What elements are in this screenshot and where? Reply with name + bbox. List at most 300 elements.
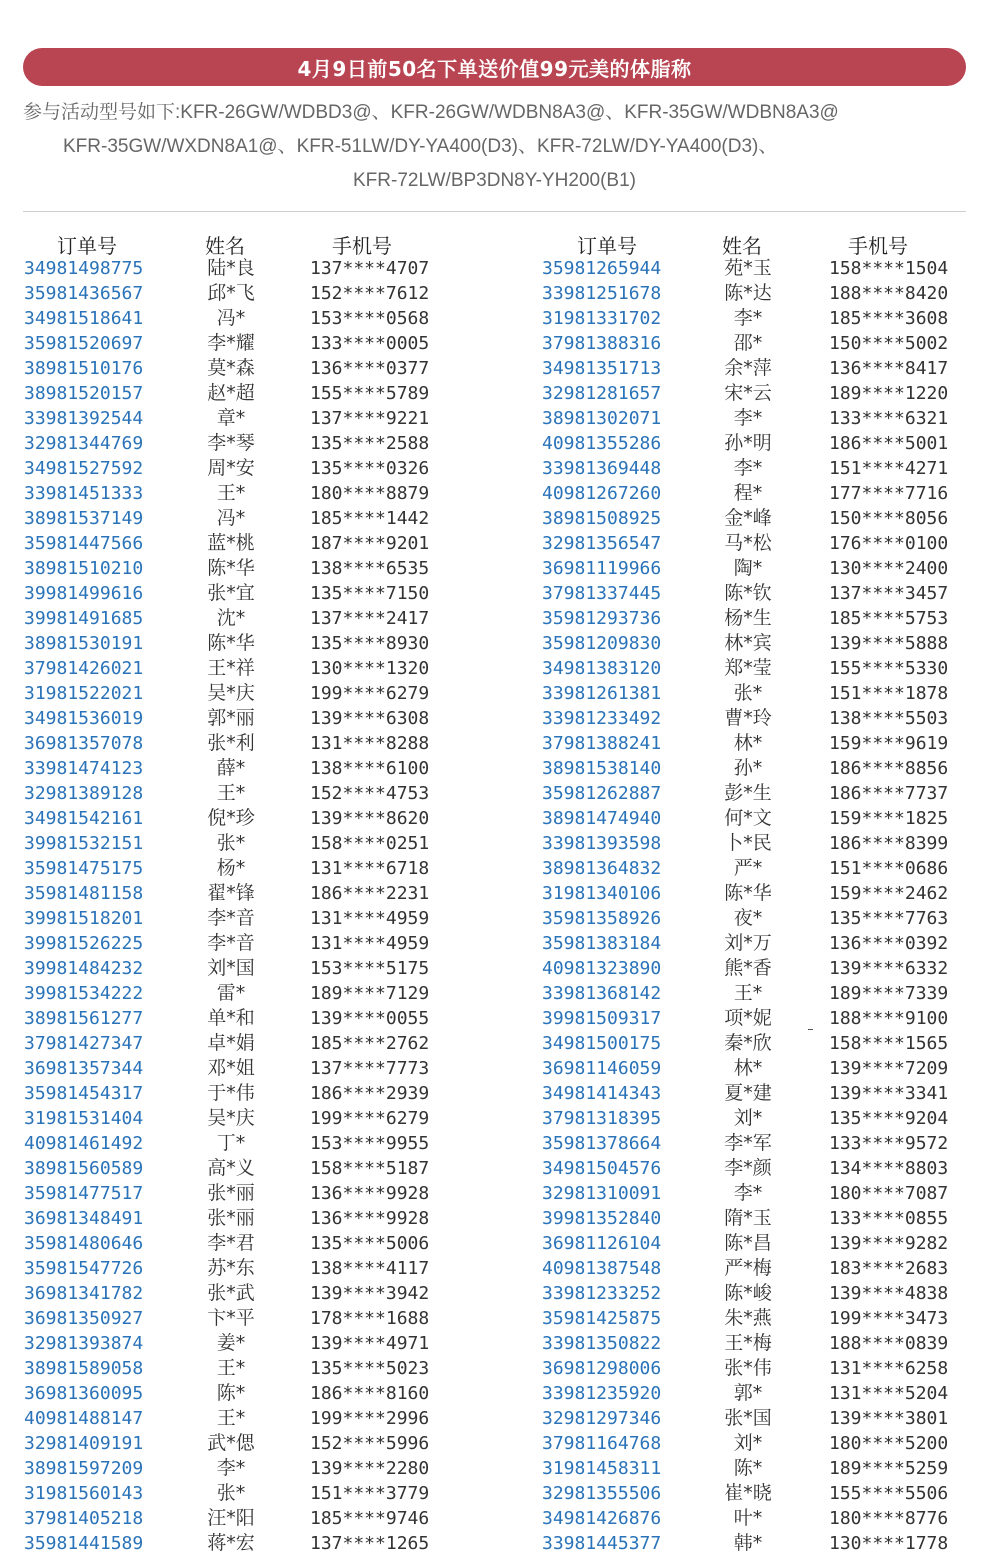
table-row xyxy=(24,606,464,631)
phone-cell: 155****5506 xyxy=(829,1483,949,1504)
phone-cell: 155****5330 xyxy=(829,658,949,679)
name-cell: 郭* xyxy=(733,1382,763,1404)
order-number-cell: 40981267260 xyxy=(542,483,662,504)
name-cell: 韩* xyxy=(733,1532,763,1554)
phone-cell: 139****3801 xyxy=(829,1408,949,1429)
models-line-3: KFR-72LW/BP3DN8Y-YH200(B1) xyxy=(353,170,636,191)
order-number-cell: 31981531404 xyxy=(24,1108,144,1129)
phone-cell: 133****0855 xyxy=(829,1208,949,1229)
header-phone: 手机号 xyxy=(848,234,908,258)
table-row xyxy=(542,1131,982,1156)
name-cell: 于*伟 xyxy=(207,1082,255,1104)
phone-cell: 186****8399 xyxy=(829,833,949,854)
phone-cell: 178****1688 xyxy=(310,1308,430,1329)
name-cell: 冯* xyxy=(216,307,246,329)
order-number-cell: 35981209830 xyxy=(542,633,662,654)
name-cell: 刘*万 xyxy=(724,932,772,954)
name-cell: 章* xyxy=(216,407,246,429)
phone-cell: 130****1320 xyxy=(310,658,430,679)
name-cell: 郑*莹 xyxy=(724,657,772,679)
order-number-cell: 35981383184 xyxy=(542,933,662,954)
name-cell: 隋*玉 xyxy=(724,1207,772,1229)
table-row xyxy=(24,1481,464,1506)
phone-cell: 130****1778 xyxy=(829,1533,949,1554)
order-number-cell: 35981378664 xyxy=(542,1133,662,1154)
order-number-cell: 37981337445 xyxy=(542,583,662,604)
table-rows xyxy=(24,256,464,1556)
order-number-cell: 32981389128 xyxy=(24,783,144,804)
phone-cell: 152****5996 xyxy=(310,1433,430,1454)
name-cell: 严*梅 xyxy=(724,1257,772,1279)
name-cell: 王* xyxy=(216,482,246,504)
name-cell: 马*松 xyxy=(724,532,772,554)
name-cell: 杨* xyxy=(216,857,246,879)
name-cell: 蓝*桃 xyxy=(207,532,255,554)
phone-cell: 199****6279 xyxy=(310,1108,430,1129)
name-cell: 李* xyxy=(733,1182,763,1204)
table-rows xyxy=(542,256,982,1556)
order-number-cell: 39981526225 xyxy=(24,933,144,954)
table-row xyxy=(542,1106,982,1131)
phone-cell: 188****8420 xyxy=(829,283,949,304)
table-row xyxy=(24,1081,464,1106)
name-cell: 武*偲 xyxy=(207,1432,255,1454)
phone-cell: 135****7763 xyxy=(829,908,949,929)
phone-cell: 189****7129 xyxy=(310,983,430,1004)
phone-cell: 158****0251 xyxy=(310,833,430,854)
table-row xyxy=(24,631,464,656)
name-cell: 李*君 xyxy=(207,1232,255,1254)
name-cell: 李*颜 xyxy=(724,1157,772,1179)
phone-cell: 159****9619 xyxy=(829,733,949,754)
name-cell: 张*国 xyxy=(724,1407,772,1429)
name-cell: 王*梅 xyxy=(724,1332,772,1354)
table-row xyxy=(24,1156,464,1181)
phone-cell: 188****0839 xyxy=(829,1333,949,1354)
name-cell: 张*利 xyxy=(207,732,255,754)
phone-cell: 131****4959 xyxy=(310,908,430,929)
phone-cell: 151****1878 xyxy=(829,683,949,704)
table-row xyxy=(24,1106,464,1131)
phone-cell: 139****3942 xyxy=(310,1283,430,1304)
phone-cell: 139****7209 xyxy=(829,1058,949,1079)
phone-cell: 186****2231 xyxy=(310,883,430,904)
table-row xyxy=(24,531,464,556)
table-row xyxy=(24,931,464,956)
phone-cell: 199****2996 xyxy=(310,1408,430,1429)
table-row xyxy=(24,681,464,706)
order-number-cell: 38981510210 xyxy=(24,558,144,579)
table-header xyxy=(24,226,464,256)
phone-cell: 139****8620 xyxy=(310,808,430,829)
name-cell: 程* xyxy=(733,482,763,504)
table-row xyxy=(24,1181,464,1206)
order-number-cell: 34981498775 xyxy=(24,258,144,279)
header-name: 姓名 xyxy=(722,234,762,258)
name-cell: 李* xyxy=(733,407,763,429)
phone-cell: 135****2588 xyxy=(310,433,430,454)
order-number-cell: 36981357078 xyxy=(24,733,144,754)
order-number-cell: 40981355286 xyxy=(542,433,662,454)
order-number-cell: 31981331702 xyxy=(542,308,662,329)
table-row xyxy=(24,1531,464,1556)
order-number-cell: 35981262887 xyxy=(542,783,662,804)
phone-cell: 152****4753 xyxy=(310,783,430,804)
name-cell: 邵* xyxy=(733,332,763,354)
table-row xyxy=(24,481,464,506)
table-row xyxy=(24,656,464,681)
table-row xyxy=(542,1056,982,1081)
order-number-cell: 39981534222 xyxy=(24,983,144,1004)
table-row xyxy=(24,1006,464,1031)
order-number-cell: 32981310091 xyxy=(542,1183,662,1204)
table-row xyxy=(24,1306,464,1331)
phone-cell: 152****7612 xyxy=(310,283,430,304)
name-cell: 高*义 xyxy=(207,1157,255,1179)
name-cell: 曹*玲 xyxy=(724,707,772,729)
phone-cell: 180****5200 xyxy=(829,1433,949,1454)
name-cell: 孙* xyxy=(733,757,763,779)
phone-cell: 186****8856 xyxy=(829,758,949,779)
table-row xyxy=(542,331,982,356)
name-cell: 何*文 xyxy=(724,807,772,829)
phone-cell: 137****1265 xyxy=(310,1533,430,1554)
order-number-cell: 38981589058 xyxy=(24,1358,144,1379)
table-row xyxy=(24,1406,464,1431)
phone-cell: 185****3608 xyxy=(829,308,949,329)
name-cell: 崔*晓 xyxy=(724,1482,772,1504)
table-row xyxy=(24,331,464,356)
order-number-cell: 35981481158 xyxy=(24,883,144,904)
table-row xyxy=(542,1506,982,1531)
name-cell: 丁* xyxy=(216,1132,246,1154)
order-number-cell: 37981388241 xyxy=(542,733,662,754)
name-cell: 薛* xyxy=(216,757,246,779)
name-cell: 刘* xyxy=(733,1432,763,1454)
phone-cell: 139****5888 xyxy=(829,633,949,654)
phone-cell: 136****9928 xyxy=(310,1208,430,1229)
name-cell: 陈*昌 xyxy=(724,1232,772,1254)
phone-cell: 138****5503 xyxy=(829,708,949,729)
phone-cell: 150****5002 xyxy=(829,333,949,354)
table-row xyxy=(542,1206,982,1231)
phone-cell: 189****7339 xyxy=(829,983,949,1004)
table-row xyxy=(24,1356,464,1381)
table-row xyxy=(24,981,464,1006)
table-row xyxy=(542,631,982,656)
table-row xyxy=(542,931,982,956)
table-row xyxy=(24,256,464,281)
promo-banner xyxy=(23,48,966,86)
name-cell: 陈* xyxy=(733,1457,763,1479)
order-number-cell: 39981509317 xyxy=(542,1008,662,1029)
table-row xyxy=(542,881,982,906)
order-number-cell: 35981547726 xyxy=(24,1258,144,1279)
table-row xyxy=(542,1431,982,1456)
name-cell: 沈* xyxy=(216,607,246,629)
order-number-cell: 35981358926 xyxy=(542,908,662,929)
table-row xyxy=(24,1431,464,1456)
name-cell: 叶* xyxy=(733,1507,763,1529)
order-number-cell: 35981441589 xyxy=(24,1533,144,1554)
phone-cell: 185****5753 xyxy=(829,608,949,629)
order-number-cell: 36981350927 xyxy=(24,1308,144,1329)
table-row xyxy=(542,1156,982,1181)
phone-cell: 133****6321 xyxy=(829,408,949,429)
phone-cell: 139****6332 xyxy=(829,958,949,979)
name-cell: 卓*娟 xyxy=(207,1032,255,1054)
phone-cell: 139****6308 xyxy=(310,708,430,729)
phone-cell: 137****9221 xyxy=(310,408,430,429)
order-number-cell: 34981527592 xyxy=(24,458,144,479)
name-cell: 张*武 xyxy=(207,1282,255,1304)
phone-cell: 151****4271 xyxy=(829,458,949,479)
order-number-cell: 34981500175 xyxy=(542,1033,662,1054)
phone-cell: 158****5187 xyxy=(310,1158,430,1179)
name-cell: 张* xyxy=(733,682,763,704)
order-number-cell: 34981504576 xyxy=(542,1158,662,1179)
phone-cell: 139****4838 xyxy=(829,1283,949,1304)
table-row xyxy=(542,681,982,706)
table-row xyxy=(24,1256,464,1281)
phone-cell: 188****9100 xyxy=(829,1008,949,1029)
phone-cell: 137****7773 xyxy=(310,1058,430,1079)
order-number-cell: 33981392544 xyxy=(24,408,144,429)
name-cell: 莫*森 xyxy=(207,357,255,379)
order-number-cell: 40981323890 xyxy=(542,958,662,979)
table-row xyxy=(24,881,464,906)
phone-cell: 185****9746 xyxy=(310,1508,430,1529)
phone-cell: 138****4117 xyxy=(310,1258,430,1279)
order-number-cell: 33981445377 xyxy=(542,1533,662,1554)
order-number-cell: 38981474940 xyxy=(542,808,662,829)
name-cell: 张* xyxy=(216,832,246,854)
order-number-cell: 35981447566 xyxy=(24,533,144,554)
phone-cell: 131****6718 xyxy=(310,858,430,879)
name-cell: 刘* xyxy=(733,1107,763,1129)
name-cell: 金*峰 xyxy=(724,507,772,529)
order-number-cell: 38981537149 xyxy=(24,508,144,529)
phone-cell: 189****5259 xyxy=(829,1458,949,1479)
table-row xyxy=(24,1281,464,1306)
table-row xyxy=(542,281,982,306)
phone-cell: 150****8056 xyxy=(829,508,949,529)
order-number-cell: 31981560143 xyxy=(24,1483,144,1504)
phone-cell: 185****2762 xyxy=(310,1033,430,1054)
table-row xyxy=(542,1481,982,1506)
name-cell: 卜*民 xyxy=(724,832,772,854)
phone-cell: 159****2462 xyxy=(829,883,949,904)
order-number-cell: 38981302071 xyxy=(542,408,662,429)
phone-cell: 138****6100 xyxy=(310,758,430,779)
table-row xyxy=(542,1231,982,1256)
order-number-cell: 39981532151 xyxy=(24,833,144,854)
name-cell: 杨*生 xyxy=(724,607,772,629)
order-number-cell: 39981518201 xyxy=(24,908,144,929)
phone-cell: 131****5204 xyxy=(829,1383,949,1404)
order-number-cell: 32981393874 xyxy=(24,1333,144,1354)
name-cell: 汪*阳 xyxy=(207,1507,255,1529)
table-row xyxy=(542,1306,982,1331)
table-row xyxy=(542,781,982,806)
name-cell: 李* xyxy=(216,1457,246,1479)
order-number-cell: 31981458311 xyxy=(542,1458,662,1479)
name-cell: 李*军 xyxy=(724,1132,772,1154)
table-row xyxy=(24,906,464,931)
eligible-models xyxy=(23,98,966,200)
table-row xyxy=(24,431,464,456)
name-cell: 翟*锋 xyxy=(207,882,255,904)
phone-cell: 130****2400 xyxy=(829,558,949,579)
name-cell: 陈*华 xyxy=(724,882,772,904)
table-row xyxy=(542,481,982,506)
name-cell: 王* xyxy=(733,982,763,1004)
order-number-cell: 33981235920 xyxy=(542,1383,662,1404)
name-cell: 熊*香 xyxy=(724,957,772,979)
name-cell: 周*安 xyxy=(207,457,255,479)
table-row xyxy=(24,306,464,331)
table-row xyxy=(542,1456,982,1481)
header-order-number: 订单号 xyxy=(57,234,117,258)
phone-cell: 183****2683 xyxy=(829,1258,949,1279)
order-number-cell: 37981164768 xyxy=(542,1433,662,1454)
order-number-cell: 33981451333 xyxy=(24,483,144,504)
table-row xyxy=(24,781,464,806)
table-row xyxy=(542,1256,982,1281)
order-number-cell: 38981510176 xyxy=(24,358,144,379)
table-row xyxy=(24,956,464,981)
table-row xyxy=(24,556,464,581)
phone-cell: 176****0100 xyxy=(829,533,949,554)
order-number-cell: 34981518641 xyxy=(24,308,144,329)
order-number-cell: 36981146059 xyxy=(542,1058,662,1079)
name-cell: 陈*华 xyxy=(207,632,255,654)
phone-cell: 139****0055 xyxy=(310,1008,430,1029)
table-row xyxy=(24,281,464,306)
order-number-cell: 38981538140 xyxy=(542,758,662,779)
name-cell: 李* xyxy=(733,457,763,479)
name-cell: 宋*云 xyxy=(724,382,772,404)
order-number-cell: 34981542161 xyxy=(24,808,144,829)
order-number-cell: 35981425875 xyxy=(542,1308,662,1329)
phone-cell: 135****9204 xyxy=(829,1108,949,1129)
name-cell: 李*琴 xyxy=(207,432,255,454)
table-row xyxy=(542,1381,982,1406)
name-cell: 苏*东 xyxy=(207,1257,255,1279)
table-row xyxy=(24,1231,464,1256)
order-number-cell: 39981491685 xyxy=(24,608,144,629)
table-row xyxy=(542,256,982,281)
order-number-cell: 36981119966 xyxy=(542,558,662,579)
order-number-cell: 38981530191 xyxy=(24,633,144,654)
table-row xyxy=(542,981,982,1006)
name-cell: 孙*明 xyxy=(724,432,772,454)
order-number-cell: 32981356547 xyxy=(542,533,662,554)
phone-cell: 180****8776 xyxy=(829,1508,949,1529)
header-name: 姓名 xyxy=(205,234,245,258)
phone-cell: 136****0392 xyxy=(829,933,949,954)
table-row xyxy=(542,1406,982,1431)
phone-cell: 135****5006 xyxy=(310,1233,430,1254)
phone-cell: 135****8930 xyxy=(310,633,430,654)
order-number-cell: 36981126104 xyxy=(542,1233,662,1254)
name-cell: 李*音 xyxy=(207,932,255,954)
table-row xyxy=(542,581,982,606)
table-row xyxy=(542,731,982,756)
name-cell: 张*丽 xyxy=(207,1182,255,1204)
promo-banner-text: 4月9日前50名下单送价值99元美的体脂称 xyxy=(297,56,692,81)
phone-cell: 153****0568 xyxy=(310,308,430,329)
name-cell: 夏*建 xyxy=(724,1082,772,1104)
phone-cell: 133****0005 xyxy=(310,333,430,354)
table-row xyxy=(542,1356,982,1381)
order-number-cell: 35981477517 xyxy=(24,1183,144,1204)
order-number-cell: 32981344769 xyxy=(24,433,144,454)
phone-cell: 136****8417 xyxy=(829,358,949,379)
winners-table-left xyxy=(24,226,464,1556)
phone-cell: 136****0377 xyxy=(310,358,430,379)
table-row xyxy=(24,506,464,531)
table-row xyxy=(542,806,982,831)
table-row xyxy=(542,956,982,981)
order-number-cell: 34981414343 xyxy=(542,1083,662,1104)
order-number-cell: 32981409191 xyxy=(24,1433,144,1454)
name-cell: 王* xyxy=(216,1357,246,1379)
table-row xyxy=(542,856,982,881)
table-row xyxy=(24,731,464,756)
order-number-cell: 38981364832 xyxy=(542,858,662,879)
name-cell: 邓*姐 xyxy=(207,1057,255,1079)
name-cell: 倪*珍 xyxy=(207,807,255,829)
table-row xyxy=(542,1081,982,1106)
name-cell: 吴*庆 xyxy=(207,1107,255,1129)
phone-cell: 158****1504 xyxy=(829,258,949,279)
name-cell: 郭*丽 xyxy=(207,707,255,729)
table-row xyxy=(24,1131,464,1156)
table-row xyxy=(24,406,464,431)
phone-cell: 180****7087 xyxy=(829,1183,949,1204)
order-number-cell: 35981265944 xyxy=(542,258,662,279)
name-cell: 王*祥 xyxy=(207,657,255,679)
phone-cell: 133****9572 xyxy=(829,1133,949,1154)
order-number-cell: 35981293736 xyxy=(542,608,662,629)
name-cell: 吴*庆 xyxy=(207,682,255,704)
table-row xyxy=(542,606,982,631)
phone-cell: 177****7716 xyxy=(829,483,949,504)
phone-cell: 136****9928 xyxy=(310,1183,430,1204)
order-number-cell: 34981536019 xyxy=(24,708,144,729)
phone-cell: 199****6279 xyxy=(310,683,430,704)
order-number-cell: 36981348491 xyxy=(24,1208,144,1229)
order-number-cell: 38981597209 xyxy=(24,1458,144,1479)
phone-cell: 155****5789 xyxy=(310,383,430,404)
phone-cell: 185****1442 xyxy=(310,508,430,529)
table-row xyxy=(24,1206,464,1231)
phone-cell: 186****2939 xyxy=(310,1083,430,1104)
phone-cell: 153****5175 xyxy=(310,958,430,979)
table-row xyxy=(24,706,464,731)
name-cell: 张* xyxy=(216,1482,246,1504)
order-number-cell: 37981318395 xyxy=(542,1108,662,1129)
name-cell: 李*耀 xyxy=(207,332,255,354)
phone-cell: 134****8803 xyxy=(829,1158,949,1179)
name-cell: 邱*飞 xyxy=(207,282,255,304)
table-row xyxy=(542,831,982,856)
order-number-cell: 33981233252 xyxy=(542,1283,662,1304)
name-cell: 王* xyxy=(216,782,246,804)
name-cell: 张*丽 xyxy=(207,1207,255,1229)
table-row xyxy=(24,756,464,781)
